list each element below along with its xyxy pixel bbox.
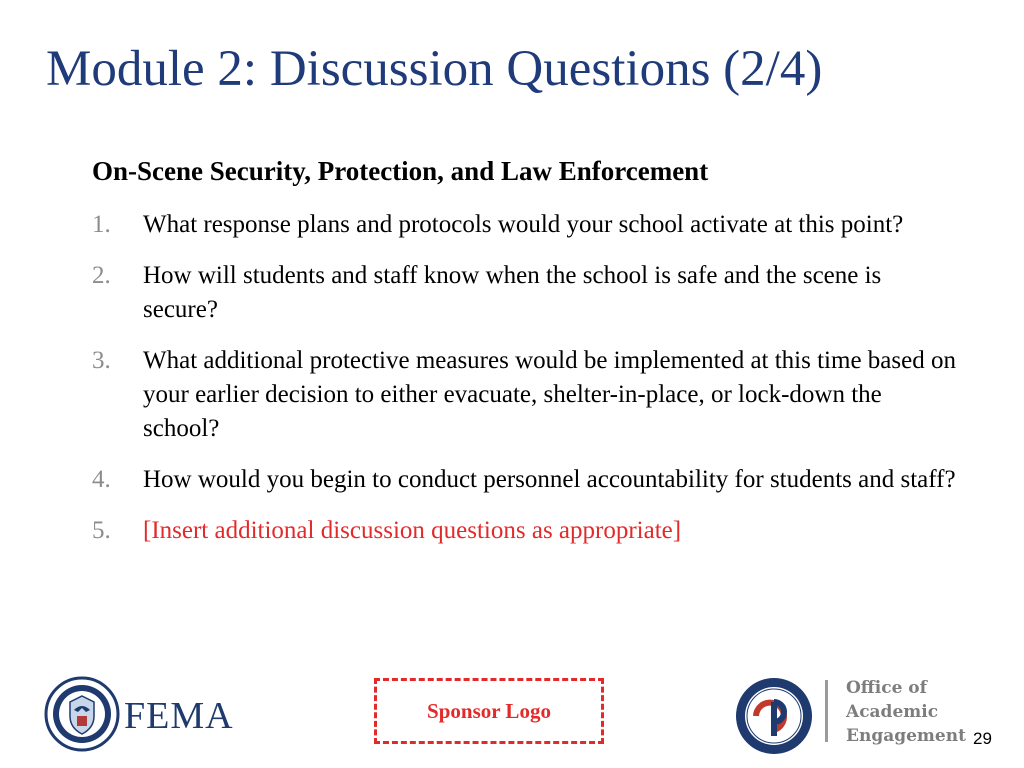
question-item [92, 259, 962, 327]
question-item [92, 208, 962, 242]
sponsor-logo-placeholder [374, 678, 604, 744]
section-subtitle: On-Scene Security, Protection, and Law Enforcement [92, 156, 709, 186]
question-item [92, 344, 962, 446]
question-text: How would you begin to conduct personnel accountability for students and staff? [143, 466, 956, 493]
question-number: 5. [92, 517, 111, 544]
fema-wordmark: FEMA [124, 695, 234, 737]
dhs-seal-icon [44, 676, 120, 752]
slide-title: Module 2: Discussion Questions (2/4) [46, 41, 823, 97]
question-text: How will students and staff know when the school is safe and the scene is secure? [143, 262, 882, 323]
office-line-3: Engagement [846, 726, 966, 746]
question-item [92, 463, 962, 497]
office-line-2: Academic [846, 702, 939, 722]
office-academic-engagement-label [846, 676, 966, 748]
question-number: 4. [92, 466, 111, 493]
question-text: What additional protective measures would be implemented at this time based on your earlier decision to either evacuate, shelter-in-place, or lock-down the school? [143, 347, 956, 442]
page-number: 29 [973, 729, 992, 748]
placeholder-question-text: [Insert additional discussion questions as appropriate] [143, 517, 682, 544]
office-line-1: Office of [846, 678, 927, 698]
fema-logo [44, 676, 284, 752]
campus-resilience-seal-icon [734, 676, 814, 756]
question-item-placeholder [92, 514, 962, 548]
footer-divider [825, 680, 828, 742]
sponsor-logo-label: Sponsor Logo [427, 698, 551, 723]
question-text: What response plans and protocols would your school activate at this point? [143, 211, 904, 238]
question-number: 2. [92, 262, 111, 289]
question-list [92, 208, 962, 565]
question-number: 3. [92, 347, 111, 374]
question-number: 1. [92, 211, 111, 238]
